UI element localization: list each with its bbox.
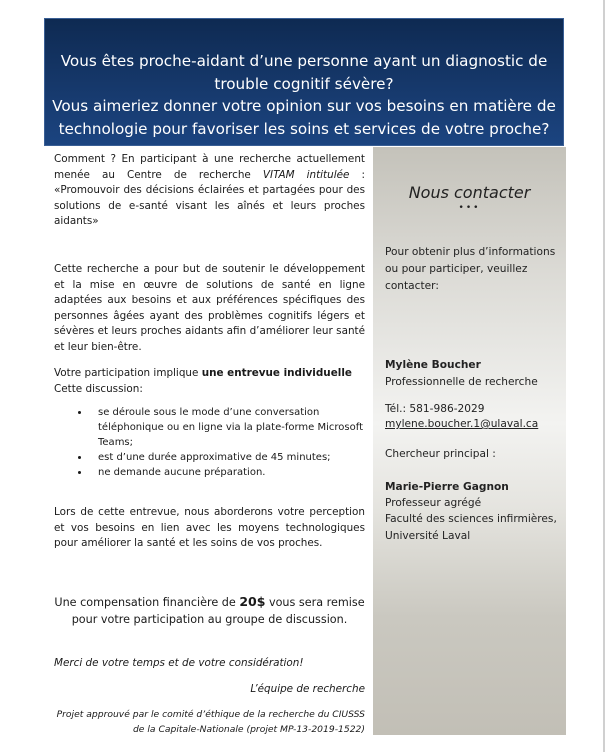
ellipsis-dots-icon: ••• bbox=[458, 203, 481, 213]
participation-prefix: Votre participation implique bbox=[54, 367, 202, 379]
contact-sidebar bbox=[373, 147, 566, 735]
discussion-label: Cette discussion: bbox=[54, 383, 143, 395]
contact-name: Mylène Boucher bbox=[385, 359, 481, 371]
compensation-suffix: vous sera remise pour votre participation au groupe de discussion. bbox=[71, 596, 365, 626]
header-question-1: Vous êtes proche-aidant d’une personne ayant un diagnostic de trouble cognitif sévère? bbox=[60, 52, 548, 93]
participation-bold: une entrevue individuelle bbox=[201, 367, 352, 379]
thanks-line: Merci de votre temps et de votre considération! bbox=[54, 657, 304, 669]
compensation-amount: 20$ bbox=[239, 594, 266, 609]
principal-investigator-affiliation: Faculté des sciences infirmières, Université Laval bbox=[385, 513, 557, 542]
bullet-item: • ne demande aucune préparation. bbox=[90, 465, 365, 480]
principal-investigator-label: Chercheur principal : bbox=[385, 448, 496, 460]
contact-email-link[interactable]: mylene.boucher.1@ulaval.ca bbox=[385, 418, 539, 430]
principal-investigator-title: Professeur agrégé bbox=[385, 497, 482, 509]
bullet-item: • est d’une durée approximative de 45 minutes; bbox=[90, 450, 365, 465]
interview-paragraph: Lors de cette entrevue, nous aborderons votre perception et vos besoins en lien avec les moyens technologiques pour améliorer la santé et les soins de vos proches. bbox=[54, 506, 365, 550]
principal-investigator-name: Marie-Pierre Gagnon bbox=[385, 481, 509, 493]
contact-role: Professionnelle de recherche bbox=[385, 376, 538, 388]
header-question-2: Vous aimeriez donner votre opinion sur vos besoins en matière de technologie pour favoriser les soins et services de votre proche? bbox=[52, 97, 556, 138]
purpose-paragraph: Cette recherche a pour but de soutenir le développement et la mise en œuvre de solutions de santé en ligne adaptées aux besoins et aux préférences spécifiques des personnes âgées ayant des problèmes cognitifs légers et sévères et leurs proches aidants afin d’améliorer leur santé et leur bien-être. bbox=[54, 263, 365, 353]
bullet-item: • se déroule sous le mode d’une conversation téléphonique ou en ligne via la plate-forme Microsoft Teams; bbox=[90, 405, 365, 450]
intro-prefix: Comment ? En participant à une recherche actuellement menée au Centre de recherche bbox=[54, 153, 365, 181]
page-edge-divider bbox=[603, 0, 605, 752]
compensation-paragraph bbox=[54, 593, 365, 628]
intro-vitam: VITAM intitulée bbox=[262, 168, 350, 181]
participation-line bbox=[54, 366, 365, 382]
sidebar-title: Nous contacter bbox=[408, 183, 531, 202]
intro-title: : «Promouvoir des décisions éclairées et partagées pour des solutions de e-santé visant les aînés et leurs proches aidants» bbox=[54, 168, 365, 228]
contact-phone: Tél.: 581-986-2029 bbox=[385, 403, 485, 415]
intro-paragraph bbox=[54, 152, 365, 230]
header-banner bbox=[44, 18, 564, 146]
contact-info-text: Pour obtenir plus d’informations ou pour participer, veuillez contacter: bbox=[385, 246, 556, 292]
compensation-prefix: Une compensation financière de bbox=[54, 596, 240, 609]
signature-line: L’équipe de recherche bbox=[250, 683, 365, 695]
ethics-approval-note: Projet approuvé par le comité d’éthique de la recherche du CIUSSS de la Capitale-Nationale (projet MP-13-2019-1522) bbox=[56, 709, 365, 735]
discussion-bullets bbox=[54, 405, 365, 480]
